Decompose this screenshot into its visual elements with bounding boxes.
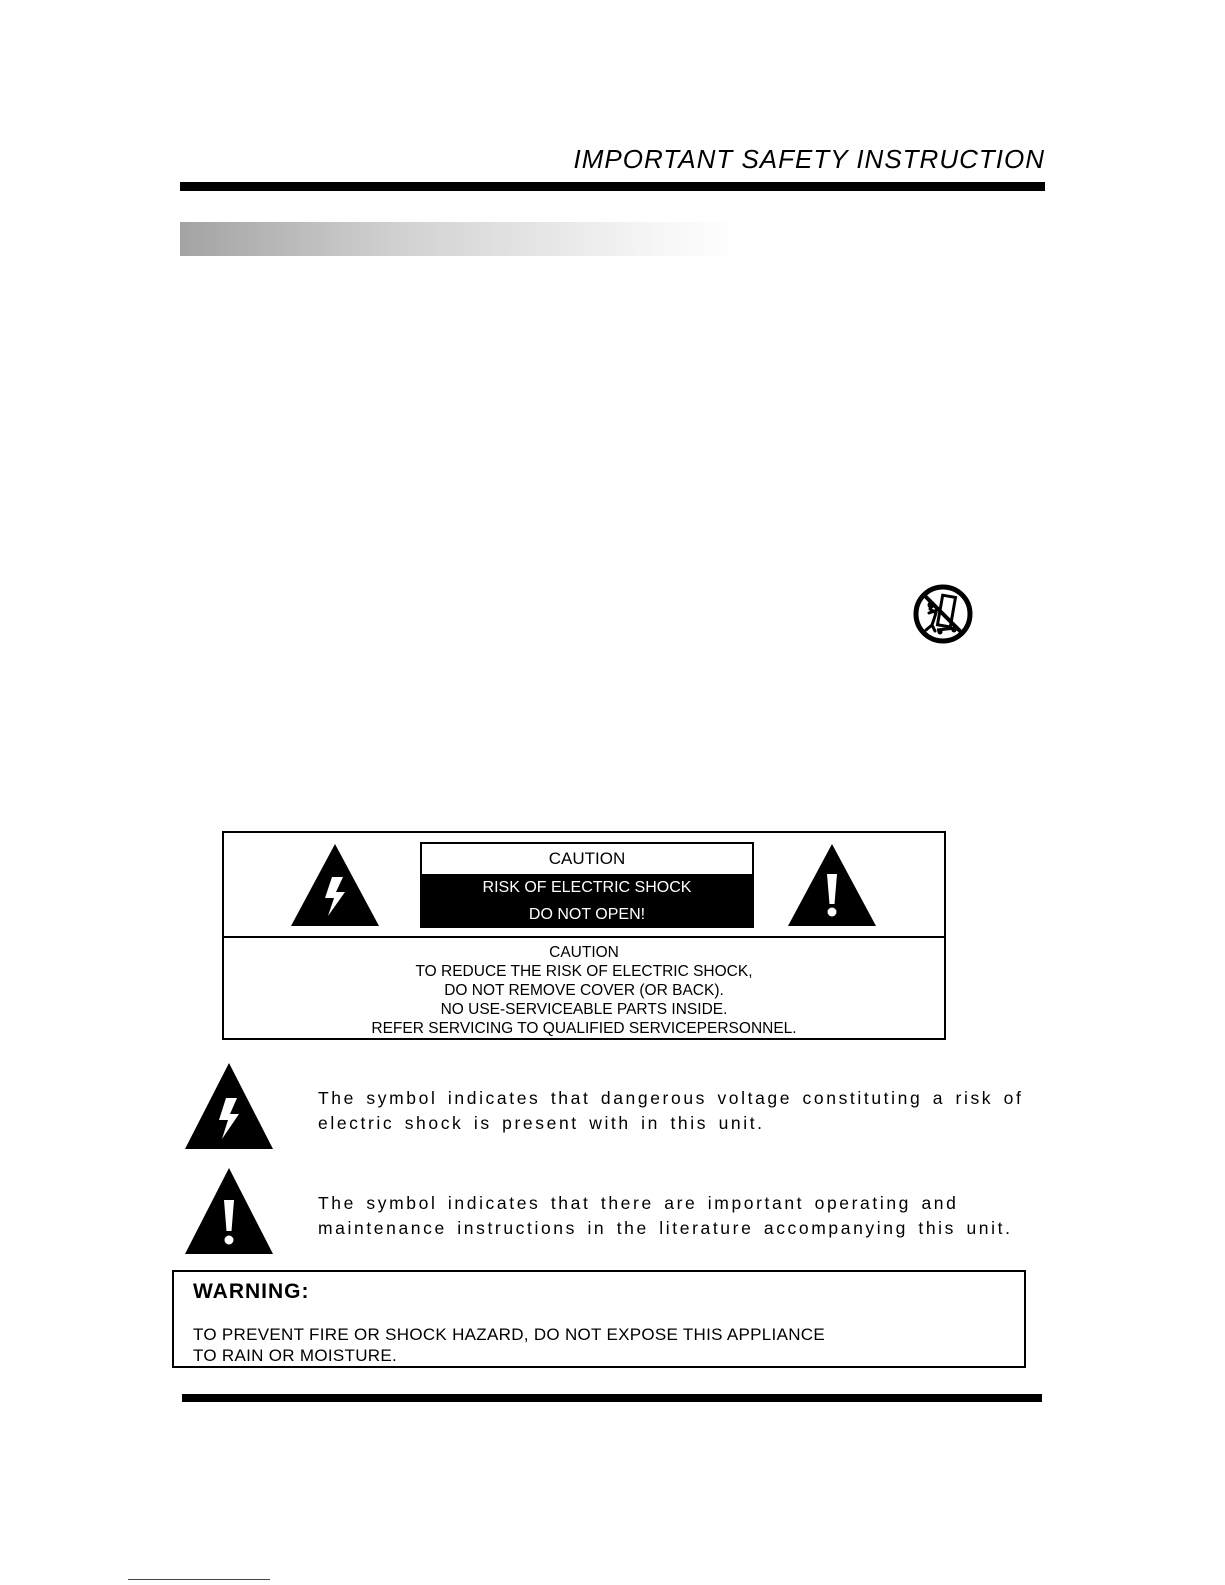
lightning-symbol-description — [318, 1086, 1024, 1136]
caution-text-line: CAUTION — [549, 944, 619, 961]
caution-label-black-panel — [422, 874, 752, 928]
warning-title: WARNING: — [193, 1280, 310, 1303]
shock-hazard-label — [420, 842, 754, 928]
warning-text — [193, 1324, 825, 1366]
caution-text-line: TO REDUCE THE RISK OF ELECTRIC SHOCK, — [415, 963, 753, 980]
lightning-triangle-icon — [291, 844, 379, 926]
symbol-description-line: The symbol indicates that dangerous voltage constituting a risk of — [318, 1088, 1024, 1108]
exclamation-triangle-icon — [185, 1168, 273, 1254]
symbol-description-line: electric shock is present with in this unit. — [318, 1113, 765, 1133]
symbol-description-line: maintenance instructions in the literature accompanying this unit. — [318, 1218, 1013, 1238]
caution-instructions — [224, 943, 944, 1038]
header-rule — [180, 182, 1045, 191]
cart-tipover-warning-icon — [912, 583, 974, 645]
symbol-description-line: The symbol indicates that there are important operating and — [318, 1193, 959, 1213]
caution-text-line: DO NOT REMOVE COVER (OR BACK). — [444, 982, 724, 999]
footer-underline — [128, 1579, 270, 1580]
exclamation-triangle-icon — [788, 844, 876, 926]
footer-rule — [182, 1394, 1042, 1402]
caution-label-heading: CAUTION — [422, 844, 752, 874]
section-heading-bar — [180, 222, 740, 256]
page-title: IMPORTANT SAFETY INSTRUCTION — [573, 144, 1045, 174]
lightning-triangle-icon — [185, 1063, 273, 1149]
caution-label-line: DO NOT OPEN! — [528, 906, 646, 923]
caution-text-line: REFER SERVICING TO QUALIFIED SERVICEPERSONNEL. — [371, 1020, 797, 1037]
warning-panel — [172, 1270, 1026, 1368]
caution-divider — [224, 936, 944, 938]
caution-panel — [222, 831, 946, 1040]
exclamation-symbol-description — [318, 1191, 1018, 1241]
warning-text-line: TO PREVENT FIRE OR SHOCK HAZARD, DO NOT EXPOSE THIS APPLIANCE — [193, 1325, 826, 1344]
caution-text-line: NO USE-SERVICEABLE PARTS INSIDE. — [440, 1001, 728, 1018]
caution-label-line: RISK OF ELECTRIC SHOCK — [482, 879, 692, 896]
warning-text-line: TO RAIN OR MOISTURE. — [193, 1346, 398, 1365]
